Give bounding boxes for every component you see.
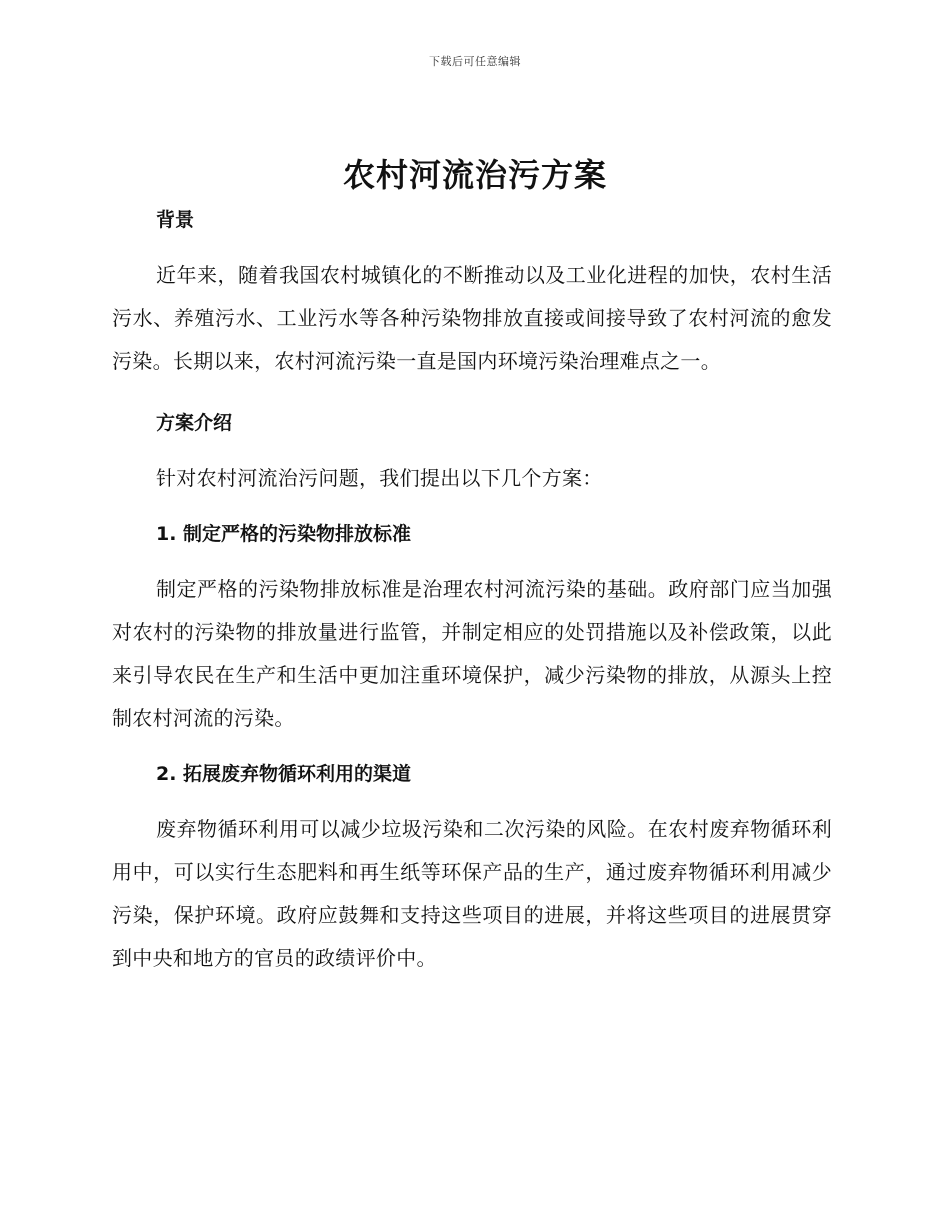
paragraph-intro: 针对农村河流治污问题，我们提出以下几个方案： — [156, 466, 603, 490]
document-title: 农村河流治污方案 — [342, 156, 607, 194]
paragraph-item-2: 废弃物循环利用可以减少垃圾污染和二次污染的风险。在农村废弃物循环利用中，可以实行生态肥料和再生纸等环保产品的生产，通过废弃物循环利用减少污染，保护环境。政府应鼓舞和支持这些项目的进展，并将这些项目的进展贯穿到中央和地方的官员的政绩评价中。 — [112, 817, 832, 970]
section-heading-background: 背景 — [156, 209, 195, 231]
paragraph-background: 近年来，随着我国农村城镇化的不断推动以及工业化进程的加快，农村生活污水、养殖污水、工业污水等各种污染物排放直接或间接导致了农村河流的愈发污染。长期以来，农村河流污染一直是国内环境污染治理难点之一。 — [112, 263, 832, 373]
section-heading-item-1: 1. 制定严格的污染物排放标准 — [156, 523, 412, 545]
header-note: 下载后可任意编辑 — [429, 55, 521, 68]
document-body — [112, 200, 832, 980]
section-heading-item-2: 2. 拓展废弃物循环利用的渠道 — [156, 763, 412, 785]
paragraph-item-1: 制定严格的污染物排放标准是治理农村河流污染的基础。政府部门应当加强对农村的污染物的排放量进行监管，并制定相应的处罚措施以及补偿政策，以此来引导农民在生产和生活中更加注重环境保护，减少污染物的排放，从源头上控制农村河流的污染。 — [112, 577, 832, 730]
section-heading-intro: 方案介绍 — [156, 412, 233, 434]
